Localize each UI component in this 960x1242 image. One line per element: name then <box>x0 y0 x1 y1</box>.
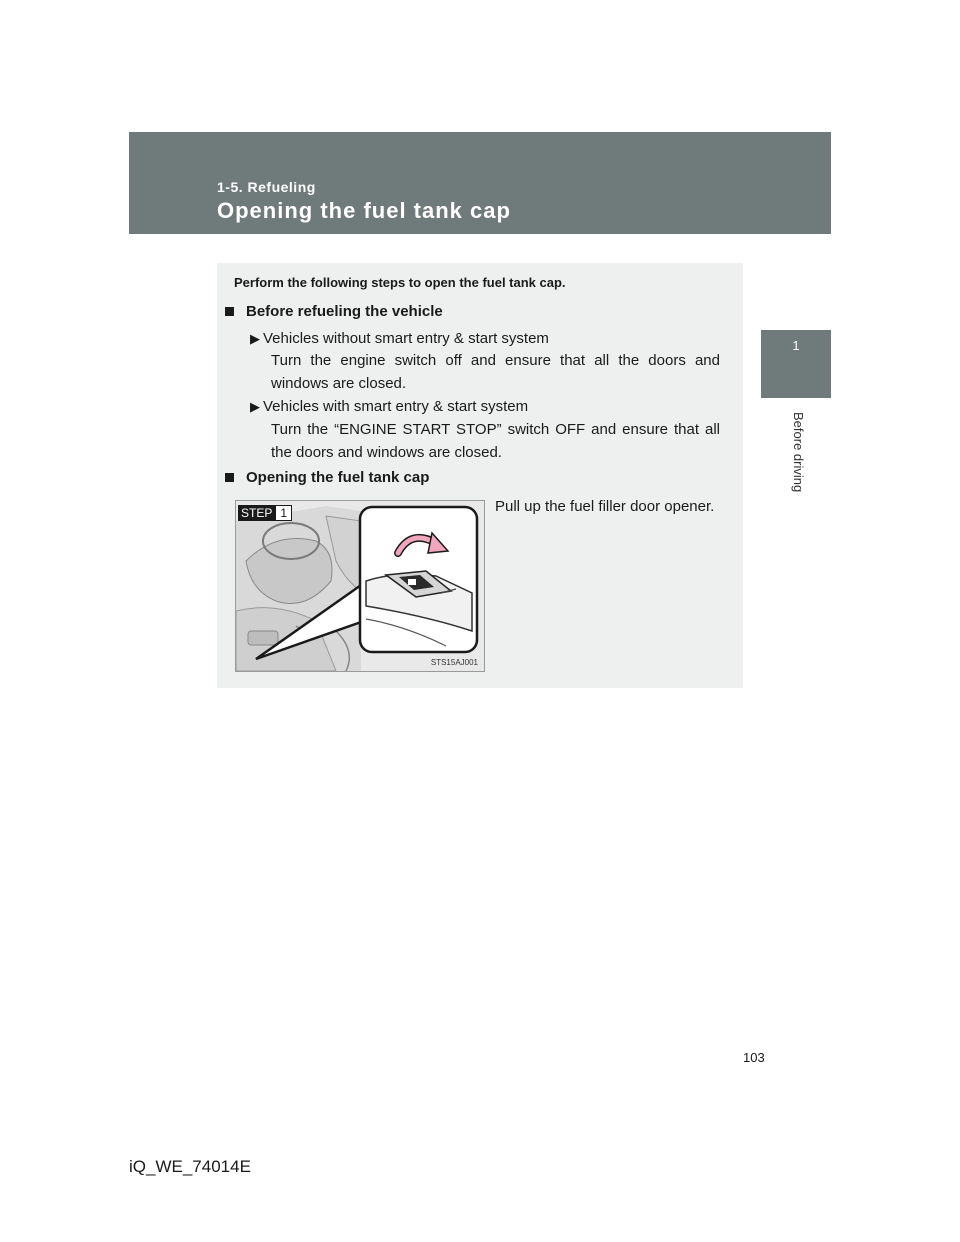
list-item <box>250 396 720 418</box>
step-badge-number: 1 <box>275 505 292 521</box>
square-bullet-icon <box>225 473 234 482</box>
step-badge <box>238 505 292 521</box>
section-label: 1-5. Refueling <box>217 179 316 195</box>
item-text: Turn the engine switch off and ensure that all the doors and windows are closed. <box>271 352 720 392</box>
section-heading-text: Before refueling the vehicle <box>246 303 443 320</box>
list-item <box>250 328 720 350</box>
image-code: STS15AJ001 <box>430 658 478 667</box>
item-text: Turn the “ENGINE START STOP” switch OFF and ensure that all the doors and windows are closed. <box>271 421 720 461</box>
step-text: Pull up the fuel filler door opener. <box>495 498 715 515</box>
chapter-header <box>129 132 831 234</box>
chapter-tab-label: Before driving <box>791 412 806 493</box>
intro-text: Perform the following steps to open the fuel tank cap. <box>234 275 566 290</box>
fuel-door-opener-illustration <box>235 500 485 672</box>
cabin-illustration-svg <box>236 501 484 671</box>
content-box <box>217 263 743 688</box>
item-label: Vehicles with smart entry & start system <box>263 398 529 415</box>
section-heading-opening-cap <box>225 469 429 486</box>
step-badge-word: STEP <box>238 505 275 521</box>
square-bullet-icon <box>225 307 234 316</box>
chapter-tab[interactable] <box>761 330 831 398</box>
document-code: iQ_WE_74014E <box>129 1157 251 1176</box>
triangle-bullet-icon: ▶ <box>250 331 260 346</box>
item-label: Vehicles without smart entry & start system <box>263 330 549 347</box>
page-title: Opening the fuel tank cap <box>217 198 511 223</box>
triangle-bullet-icon: ▶ <box>250 399 260 414</box>
section-heading-text: Opening the fuel tank cap <box>246 469 430 486</box>
section-heading-before-refueling <box>225 303 443 320</box>
chapter-tab-number: 1 <box>792 338 800 353</box>
page-number: 103 <box>743 1050 765 1065</box>
